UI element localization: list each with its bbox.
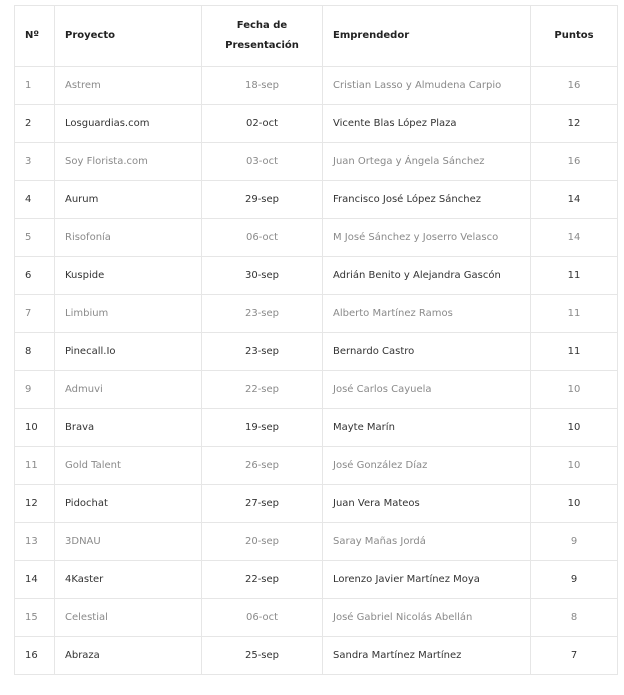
cell-project: Aurum xyxy=(55,181,202,219)
cell-project: 4Kaster xyxy=(55,561,202,599)
table-row xyxy=(15,105,618,143)
cell-entrepreneur: Adrián Benito y Alejandra Gascón xyxy=(323,257,531,295)
cell-project: Risofonía xyxy=(55,219,202,257)
cell-project: Abraza xyxy=(55,637,202,675)
cell-points: 7 xyxy=(531,637,618,675)
cell-num: 9 xyxy=(15,371,55,409)
cell-num: 7 xyxy=(15,295,55,333)
cell-date: 22-sep xyxy=(202,561,323,599)
cell-entrepreneur: José González Díaz xyxy=(323,447,531,485)
cell-project: Pinecall.Io xyxy=(55,333,202,371)
cell-points: 9 xyxy=(531,561,618,599)
ranking-table-container xyxy=(14,5,617,675)
cell-entrepreneur: Bernardo Castro xyxy=(323,333,531,371)
cell-project: Pidochat xyxy=(55,485,202,523)
cell-num: 12 xyxy=(15,485,55,523)
table-body xyxy=(15,67,618,675)
cell-project: Limbium xyxy=(55,295,202,333)
cell-date: 23-sep xyxy=(202,333,323,371)
cell-entrepreneur: José Gabriel Nicolás Abellán xyxy=(323,599,531,637)
cell-points: 11 xyxy=(531,257,618,295)
ranking-table xyxy=(14,5,618,675)
header-num: Nº xyxy=(15,6,55,67)
table-row xyxy=(15,219,618,257)
cell-num: 16 xyxy=(15,637,55,675)
cell-points: 10 xyxy=(531,409,618,447)
table-row xyxy=(15,295,618,333)
table-row xyxy=(15,181,618,219)
table-row xyxy=(15,143,618,181)
table-row xyxy=(15,485,618,523)
cell-date: 29-sep xyxy=(202,181,323,219)
cell-points: 11 xyxy=(531,333,618,371)
cell-num: 8 xyxy=(15,333,55,371)
table-row xyxy=(15,409,618,447)
cell-num: 6 xyxy=(15,257,55,295)
cell-date: 03-oct xyxy=(202,143,323,181)
cell-num: 5 xyxy=(15,219,55,257)
cell-points: 10 xyxy=(531,371,618,409)
cell-num: 15 xyxy=(15,599,55,637)
cell-num: 10 xyxy=(15,409,55,447)
cell-date: 19-sep xyxy=(202,409,323,447)
table-row xyxy=(15,67,618,105)
table-header-row xyxy=(15,6,618,67)
cell-num: 13 xyxy=(15,523,55,561)
cell-date: 26-sep xyxy=(202,447,323,485)
cell-points: 10 xyxy=(531,485,618,523)
cell-project: Kuspide xyxy=(55,257,202,295)
cell-project: Losguardias.com xyxy=(55,105,202,143)
cell-project: Celestial xyxy=(55,599,202,637)
cell-num: 3 xyxy=(15,143,55,181)
cell-date: 30-sep xyxy=(202,257,323,295)
cell-entrepreneur: Saray Mañas Jordá xyxy=(323,523,531,561)
header-date xyxy=(202,6,323,67)
cell-points: 9 xyxy=(531,523,618,561)
cell-date: 20-sep xyxy=(202,523,323,561)
cell-project: Astrem xyxy=(55,67,202,105)
cell-points: 8 xyxy=(531,599,618,637)
table-row xyxy=(15,561,618,599)
table-row xyxy=(15,637,618,675)
cell-num: 4 xyxy=(15,181,55,219)
cell-date: 02-oct xyxy=(202,105,323,143)
cell-entrepreneur: Mayte Marín xyxy=(323,409,531,447)
cell-num: 11 xyxy=(15,447,55,485)
cell-project: Admuvi xyxy=(55,371,202,409)
cell-entrepreneur: Sandra Martínez Martínez xyxy=(323,637,531,675)
cell-project: 3DNAU xyxy=(55,523,202,561)
cell-date: 06-oct xyxy=(202,219,323,257)
cell-date: 18-sep xyxy=(202,67,323,105)
cell-date: 27-sep xyxy=(202,485,323,523)
header-date-label: Fecha de Presentación xyxy=(225,20,299,51)
cell-entrepreneur: M José Sánchez y Joserro Velasco xyxy=(323,219,531,257)
cell-date: 06-oct xyxy=(202,599,323,637)
cell-date: 22-sep xyxy=(202,371,323,409)
cell-num: 2 xyxy=(15,105,55,143)
cell-points: 10 xyxy=(531,447,618,485)
cell-entrepreneur: Francisco José López Sánchez xyxy=(323,181,531,219)
header-points: Puntos xyxy=(531,6,618,67)
cell-entrepreneur: Juan Vera Mateos xyxy=(323,485,531,523)
table-row xyxy=(15,257,618,295)
cell-project: Brava xyxy=(55,409,202,447)
cell-num: 1 xyxy=(15,67,55,105)
header-entrepreneur: Emprendedor xyxy=(323,6,531,67)
cell-points: 14 xyxy=(531,219,618,257)
cell-points: 12 xyxy=(531,105,618,143)
cell-date: 25-sep xyxy=(202,637,323,675)
cell-entrepreneur: Cristian Lasso y Almudena Carpio xyxy=(323,67,531,105)
cell-points: 16 xyxy=(531,143,618,181)
cell-points: 14 xyxy=(531,181,618,219)
cell-points: 16 xyxy=(531,67,618,105)
cell-entrepreneur: Vicente Blas López Plaza xyxy=(323,105,531,143)
cell-num: 14 xyxy=(15,561,55,599)
cell-entrepreneur: Alberto Martínez Ramos xyxy=(323,295,531,333)
table-row xyxy=(15,523,618,561)
cell-points: 11 xyxy=(531,295,618,333)
cell-project: Gold Talent xyxy=(55,447,202,485)
header-project: Proyecto xyxy=(55,6,202,67)
cell-entrepreneur: Lorenzo Javier Martínez Moya xyxy=(323,561,531,599)
table-row xyxy=(15,447,618,485)
cell-project: Soy Florista.com xyxy=(55,143,202,181)
table-row xyxy=(15,333,618,371)
table-row xyxy=(15,371,618,409)
cell-entrepreneur: José Carlos Cayuela xyxy=(323,371,531,409)
table-row xyxy=(15,599,618,637)
cell-date: 23-sep xyxy=(202,295,323,333)
cell-entrepreneur: Juan Ortega y Ángela Sánchez xyxy=(323,143,531,181)
